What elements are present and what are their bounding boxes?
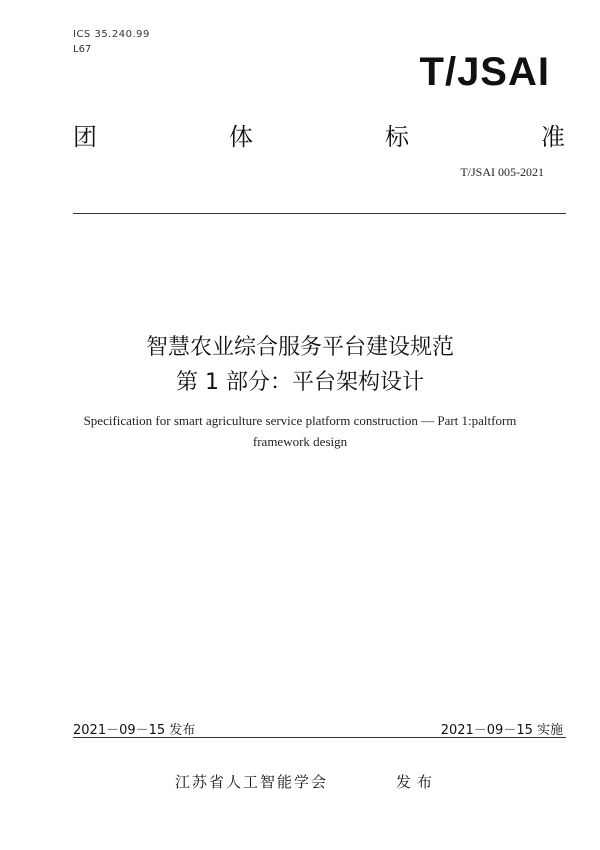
title-en-line2: framework design — [252, 434, 348, 449]
title-en-line1: Specification for smart agriculture service platform construction — Part 1:paltform — [83, 413, 517, 428]
ccs-code: L67 — [73, 44, 92, 55]
brand-logo: T/JSAI — [419, 50, 550, 94]
publish-date: 2021－09－15 发布 — [73, 723, 196, 738]
effective-date: 2021－09－15 实施 — [440, 723, 563, 738]
top-divider — [73, 213, 566, 214]
bottom-divider — [73, 737, 566, 738]
ics-code: ICS 35.240.99 — [73, 29, 150, 40]
standard-type-char: 体 — [229, 123, 253, 151]
title-en — [40, 410, 560, 452]
title-cn-line1: 智慧农业综合服务平台建设规范 — [145, 335, 454, 360]
standard-type-char: 标 — [385, 123, 409, 151]
issuer-name: 江苏省人工智能学会 — [175, 773, 329, 791]
standard-type — [73, 117, 565, 152]
issued-label: 发布 — [396, 773, 439, 791]
standard-type-char: 准 — [541, 123, 565, 151]
standard-type-char: 团 — [73, 123, 97, 151]
standard-number: T/JSAI 005-2021 — [460, 165, 544, 179]
title-cn-line2: 第 1 部分：平台架构设计 — [176, 370, 424, 395]
